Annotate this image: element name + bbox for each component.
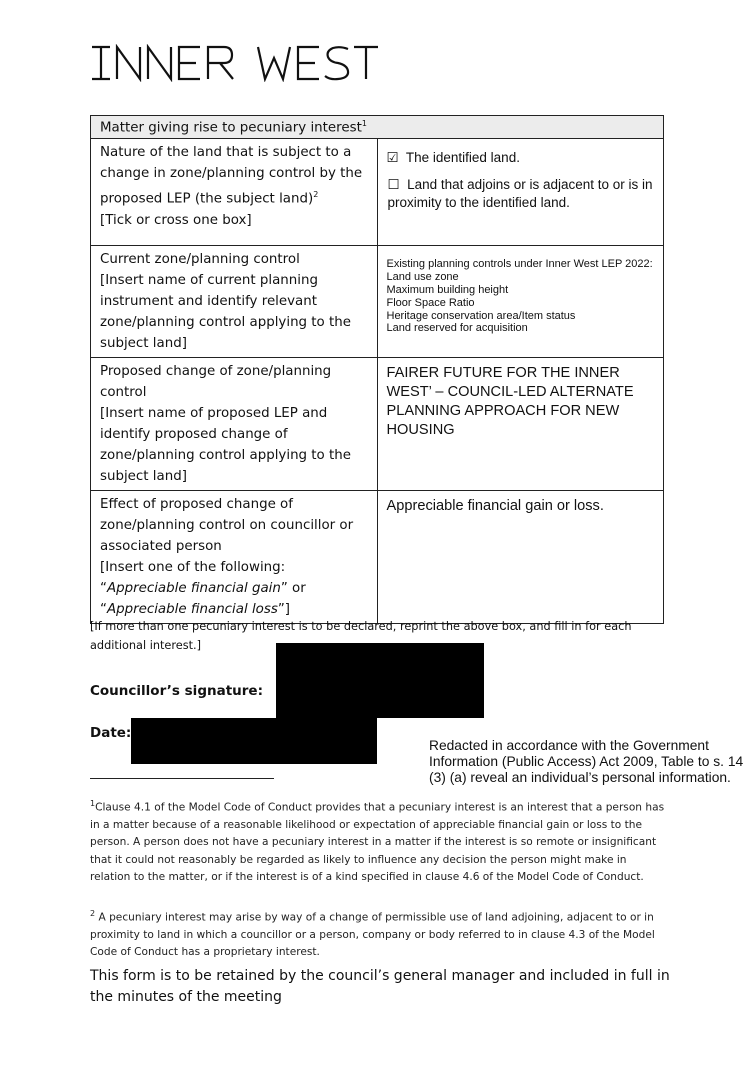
date-label: Date: xyxy=(90,725,132,741)
footnote-1: $^1$Clause 4.1 of the Model Code of Conduct provides that a pecuniary interest is an interest that a person has in a matter because of a reasonable likelihood or expectation of appreciable financial gain or loss to the person. A person does not have a pecuniary interest in a matter if the interest is so remote or insignificant that it could not reasonably be regarded as likely to influence any decision the person might make in relation to the matter, or if the interest is of a kind specified in clause 4.6 of the Model Code of Conduct. xyxy=(90,799,665,884)
checked-box-icon: ☑ xyxy=(386,150,399,166)
pecuniary-interest-table xyxy=(90,115,664,624)
current-zone-value: Existing planning controls under Inner West LEP 2022: Land use zone Maximum building height Floor Space Ratio Heritage conservation area/Item status Land reserved for acquisition xyxy=(377,246,664,358)
date-redaction xyxy=(131,718,377,764)
option-identified-land[interactable]: ☑ The identified land. xyxy=(386,150,520,166)
land-nature-options xyxy=(377,139,664,246)
table-title: Matter giving rise to pecuniary interest$^1$ xyxy=(91,116,664,139)
footnote-2: $^2$ A pecuniary interest may arise by way of a change of permissible use of land adjoining, adjacent to or in proximity to land in which a councillor or a person, company or body referred to in clause 4.3 of the Model Code of Conduct has a proprietary interest. xyxy=(90,909,655,959)
current-zone-label: Current zone/planning control [Insert name of current planning instrument and identify relevant zone/planning control applying to the subject land] xyxy=(91,246,378,358)
footnote-divider xyxy=(90,778,274,779)
inner-west-logo xyxy=(90,44,380,82)
empty-box-icon: ☐ xyxy=(387,177,400,193)
land-nature-label: Nature of the land that is subject to a change in zone/planning control by the proposed LEP (the subject land)$^2$ [Tick or cross one box] xyxy=(91,139,378,246)
redaction-note: Redacted in accordance with the Government Information (Public Access) Act 2009, Table to s. 14 (3) (a) reveal an individual’s personal information. xyxy=(429,738,744,785)
option-adjoining-land[interactable]: ☐ Land that adjoins or is adjacent to or is in proximity to the identified land. xyxy=(387,177,653,211)
reprint-note: [If more than one pecuniary interest is to be declared, reprint the above box, and fill in for each additional interest.] xyxy=(90,620,632,652)
signature-label: Councillor’s signature: xyxy=(90,683,263,699)
signature-redaction xyxy=(276,643,484,718)
proposed-change-value: FAIRER FUTURE FOR THE INNER WEST’ – COUNCIL-LED ALTERNATE PLANNING APPROACH FOR NEW HOUSING xyxy=(377,358,664,491)
effect-label: Effect of proposed change of zone/planning control on councillor or associated person [Insert one of the following: “Appreciable financial gain” or “Appreciable financial loss”] xyxy=(91,491,378,624)
closing-statement: This form is to be retained by the council’s general manager and included in full in the minutes of the meeting xyxy=(90,968,670,1005)
effect-value: Appreciable financial gain or loss. xyxy=(377,491,664,624)
proposed-change-label: Proposed change of zone/planning control [Insert name of proposed LEP and identify proposed change of zone/planning control applying to the subject land] xyxy=(91,358,378,491)
